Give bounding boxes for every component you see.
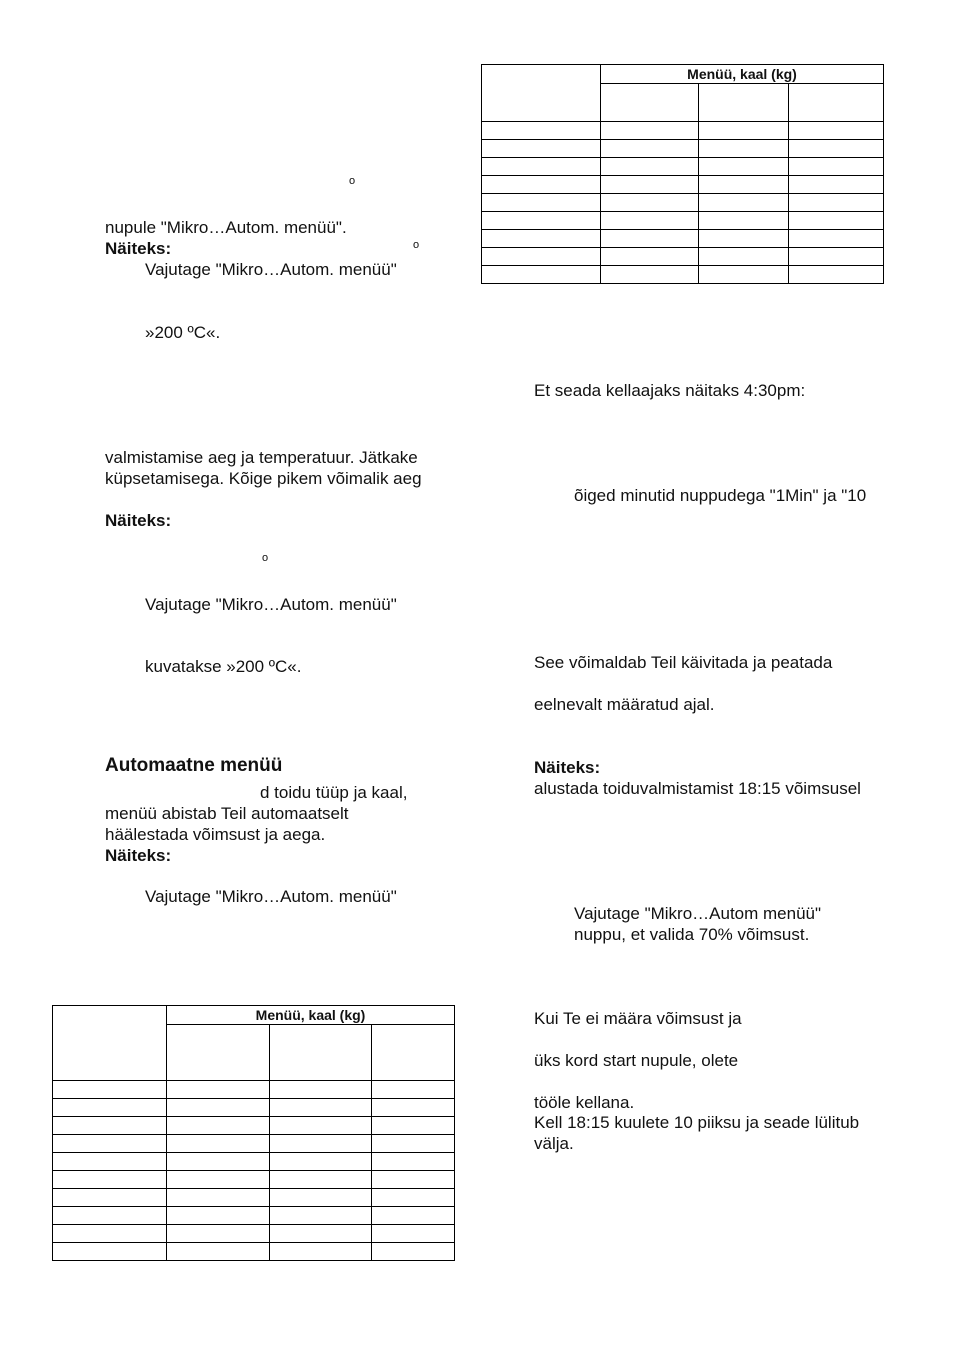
- table-cell: [372, 1153, 455, 1171]
- table-cell: [601, 176, 699, 194]
- table-cell: [270, 1153, 372, 1171]
- table-cell: [53, 1225, 167, 1243]
- text-vajutage-right-1: Vajutage "Mikro…Autom menüü": [574, 904, 822, 923]
- table-cell: [601, 158, 699, 176]
- table-cell: [789, 212, 884, 230]
- table-cell: [270, 1135, 372, 1153]
- table-cell: [699, 230, 789, 248]
- table-row: [53, 1081, 455, 1099]
- text-alustada: alustada toiduvalmistamist 18:15 võimsusel: [534, 779, 861, 798]
- table-cell: [53, 1099, 167, 1117]
- text-vajutage-right-2: nuppu, et valida 70% võimsust.: [574, 925, 810, 944]
- heading-automatic-menu: Automaatne menüü: [105, 755, 283, 776]
- table-cell: [270, 1171, 372, 1189]
- table-cell: [601, 266, 699, 284]
- table-cell: [270, 1207, 372, 1225]
- table-cell: [699, 194, 789, 212]
- table-cell: [699, 212, 789, 230]
- table-row: [53, 1225, 455, 1243]
- degree-mark: o: [349, 175, 356, 187]
- table-cell: [482, 122, 601, 140]
- text-voimaldab: See võimaldab Teil käivitada ja peatada: [534, 653, 833, 672]
- table-cell: [167, 1117, 270, 1135]
- table-row: [482, 212, 884, 230]
- table-cell: [53, 1135, 167, 1153]
- table-cell: [482, 248, 601, 266]
- text-kupsetamisega: küpsetamisega. Kõige pikem võimalik aeg: [105, 469, 422, 488]
- table-row: [53, 1189, 455, 1207]
- text-kell: Kell 18:15 kuulete 10 piiksu ja seade lülitub: [534, 1113, 860, 1132]
- text-auto-line1: d toidu tüüp ja kaal,: [260, 783, 408, 802]
- table-subheader-cell: [789, 84, 884, 122]
- table-cell: [699, 266, 789, 284]
- table-cell: [372, 1117, 455, 1135]
- table-subheader-cell: [601, 84, 699, 122]
- text-valmistamise: valmistamise aeg ja temperatuur. Jätkake: [105, 448, 418, 467]
- table-row: [53, 1171, 455, 1189]
- table-cell: [482, 194, 601, 212]
- table-cell: [699, 158, 789, 176]
- table-cell: [53, 1189, 167, 1207]
- table-header: Menüü, kaal (kg): [167, 1006, 455, 1025]
- table-cell: [482, 140, 601, 158]
- table-cell: [601, 248, 699, 266]
- table-row: [482, 140, 884, 158]
- table-cell: [482, 158, 601, 176]
- table-row: [53, 1099, 455, 1117]
- table-cell: [789, 140, 884, 158]
- table-cell: [482, 266, 601, 284]
- table-cell: [372, 1099, 455, 1117]
- text-minutid: õiged minutid nuppudega "1Min" ja "10: [574, 486, 867, 505]
- text-kellaaeg: Et seada kellaajaks näitaks 4:30pm:: [534, 381, 806, 400]
- table-cell: [167, 1243, 270, 1261]
- table-row: [482, 248, 884, 266]
- table-cell: [601, 194, 699, 212]
- table-cell: [270, 1225, 372, 1243]
- table-cell: [699, 248, 789, 266]
- table-cell: [167, 1099, 270, 1117]
- table-cell: [167, 1225, 270, 1243]
- table-cell: [601, 122, 699, 140]
- table-cell: [53, 1117, 167, 1135]
- table-cell: [789, 266, 884, 284]
- table-cell: [789, 176, 884, 194]
- table-cell: [372, 1171, 455, 1189]
- table-cell: [167, 1171, 270, 1189]
- table-subheader-cell: [372, 1025, 455, 1081]
- table-row: [482, 194, 884, 212]
- table-header: Menüü, kaal (kg): [601, 65, 884, 84]
- table-cell: [167, 1081, 270, 1099]
- table-cell: [372, 1189, 455, 1207]
- table-cell: [372, 1081, 455, 1099]
- table-cell: [789, 158, 884, 176]
- text-kuvatakse: kuvatakse »200 ºC«.: [145, 657, 302, 676]
- table-cell: [601, 140, 699, 158]
- table-cell: [482, 176, 601, 194]
- text-temp-200: »200 ºC«.: [145, 323, 221, 342]
- example-label-right: Näiteks:: [534, 758, 601, 777]
- text-kui-te: Kui Te ei määra võimsust ja: [534, 1009, 742, 1028]
- table-subheader-cell: [699, 84, 789, 122]
- text-vajutage-1: Vajutage "Mikro…Autom. menüü": [145, 260, 397, 279]
- degree-mark: o: [262, 552, 269, 564]
- text-toole: tööle kellana.: [534, 1093, 635, 1112]
- table-cell: [372, 1243, 455, 1261]
- table-cell: [482, 212, 601, 230]
- table-row: [53, 1117, 455, 1135]
- table-cell: [270, 1081, 372, 1099]
- text-auto-line2: menüü abistab Teil automaatselt: [105, 804, 349, 823]
- table-row: [53, 1207, 455, 1225]
- table-cell: [53, 1171, 167, 1189]
- table-row: [53, 1153, 455, 1171]
- text-auto-line3: häälestada võimsust ja aega.: [105, 825, 326, 844]
- table-cell: [53, 1207, 167, 1225]
- table-cell: [167, 1189, 270, 1207]
- table-cell: [372, 1135, 455, 1153]
- table-cell: [601, 230, 699, 248]
- table-cell: [53, 1081, 167, 1099]
- table-cell: [167, 1207, 270, 1225]
- text-nupule: nupule "Mikro…Autom. menüü".: [105, 218, 347, 237]
- table-cell: [270, 1117, 372, 1135]
- table-row: [53, 1135, 455, 1153]
- table-cell: [789, 194, 884, 212]
- menu-weight-table-top: [481, 64, 884, 284]
- table-cell: [601, 212, 699, 230]
- table-cell: [270, 1189, 372, 1207]
- text-valja: välja.: [534, 1134, 574, 1153]
- example-label-1: Näiteks:: [105, 239, 172, 258]
- table-cell: [789, 122, 884, 140]
- text-uks-kord: üks kord start nupule, olete: [534, 1051, 739, 1070]
- table-cell: [372, 1207, 455, 1225]
- table-cell: [270, 1243, 372, 1261]
- table-cell: [372, 1225, 455, 1243]
- example-label-3: Näiteks:: [105, 846, 172, 865]
- table-subheader-cell: [167, 1025, 270, 1081]
- table-row: [482, 158, 884, 176]
- table-cell: [699, 140, 789, 158]
- table-cell: [699, 176, 789, 194]
- table-cell: [789, 230, 884, 248]
- table-cell: [53, 1153, 167, 1171]
- text-vajutage-3: Vajutage "Mikro…Autom. menüü": [145, 887, 397, 906]
- table-cell: [789, 248, 884, 266]
- example-label-2: Näiteks:: [105, 511, 172, 530]
- table-row: [482, 266, 884, 284]
- table-corner-cell: [482, 65, 601, 122]
- text-vajutage-2: Vajutage "Mikro…Autom. menüü": [145, 595, 397, 614]
- table-cell: [270, 1099, 372, 1117]
- table-row: [482, 122, 884, 140]
- degree-mark: o: [413, 239, 420, 251]
- table-cell: [53, 1243, 167, 1261]
- table-row: [482, 176, 884, 194]
- table-row: [53, 1243, 455, 1261]
- table-cell: [167, 1153, 270, 1171]
- table-cell: [699, 122, 789, 140]
- table-subheader-cell: [270, 1025, 372, 1081]
- table-cell: [482, 230, 601, 248]
- text-eelnevalt: eelnevalt määratud ajal.: [534, 695, 715, 714]
- table-corner-cell: [53, 1006, 167, 1081]
- menu-weight-table-bottom: [52, 1005, 455, 1261]
- table-cell: [167, 1135, 270, 1153]
- table-row: [482, 230, 884, 248]
